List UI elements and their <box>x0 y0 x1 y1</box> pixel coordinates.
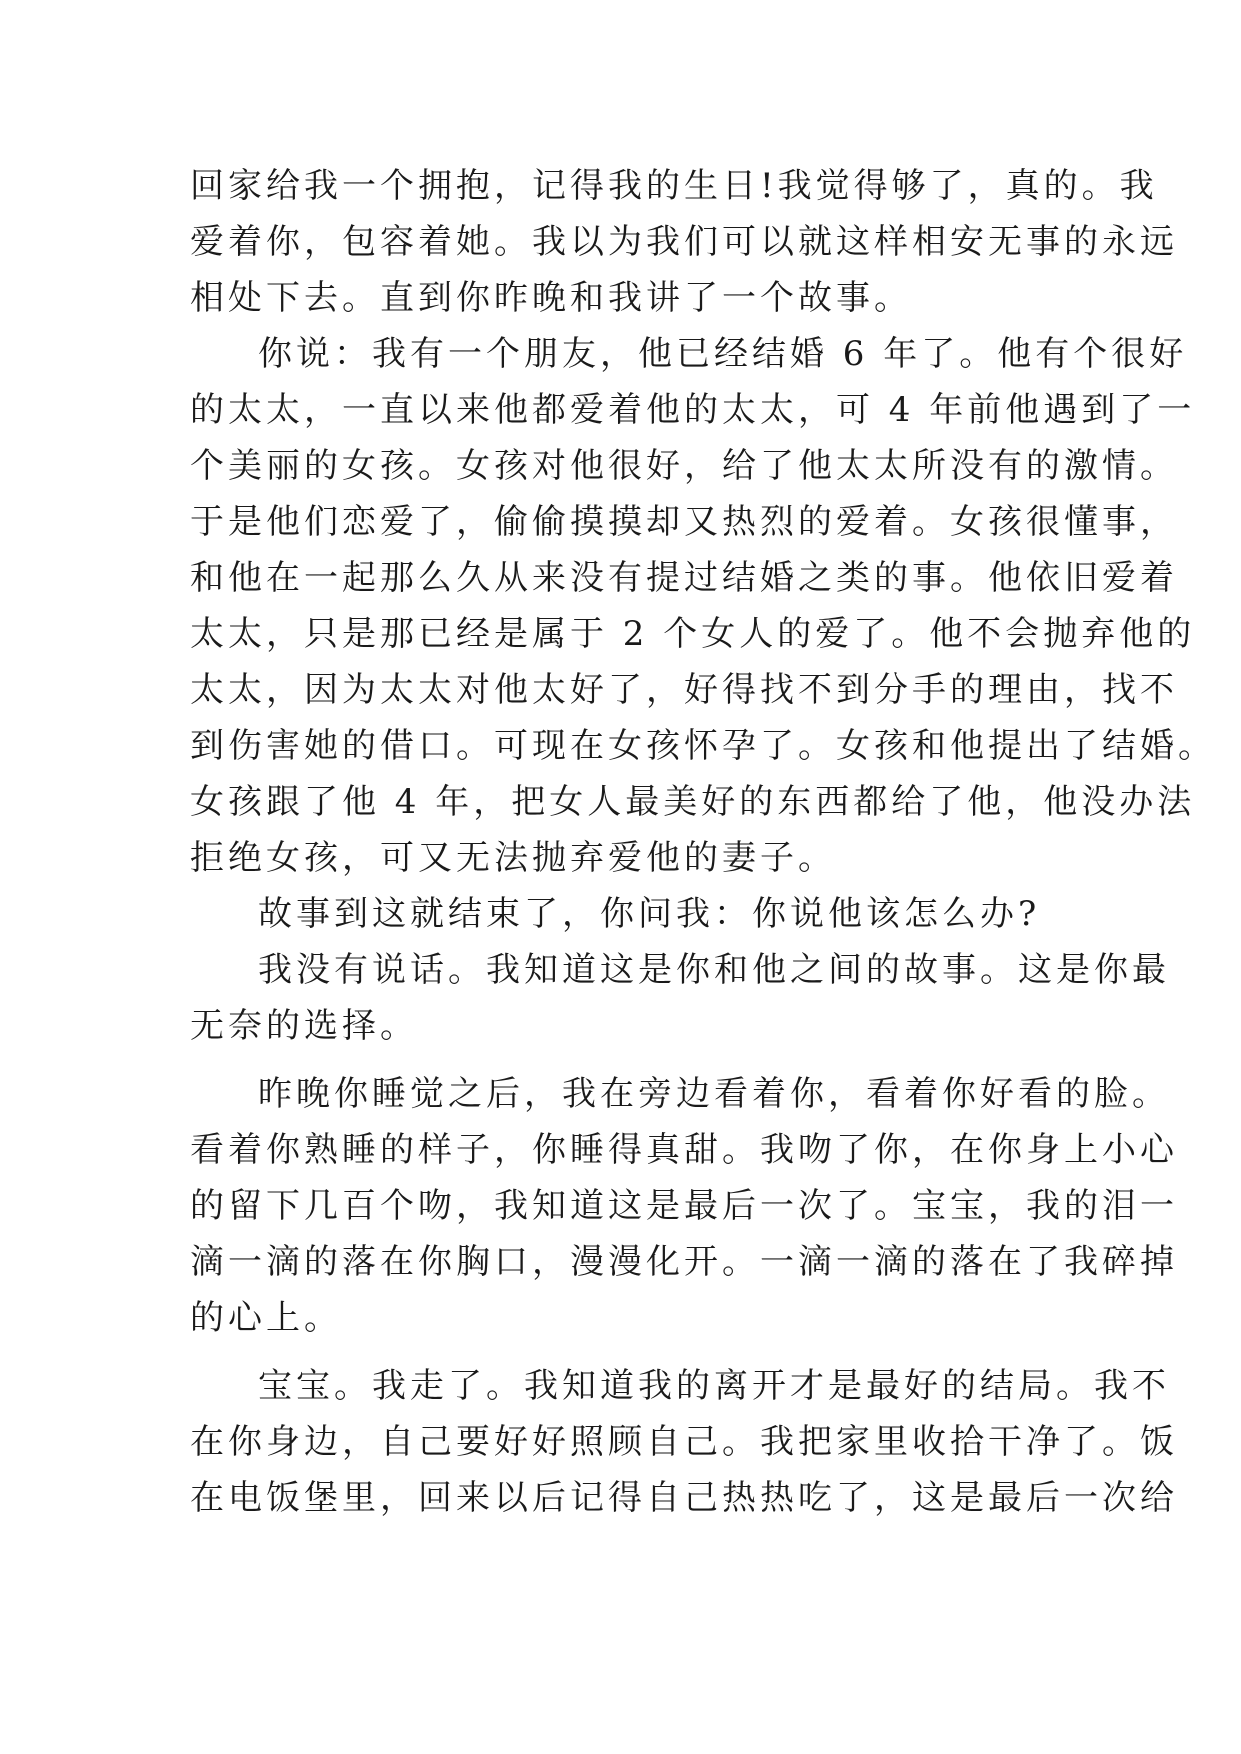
text-line: 爱着你，包容着她。我以为我们可以就这样相安无事的永远 <box>190 222 1178 262</box>
text-line: 拒绝女孩，可又无法抛弃爱他的妻子。 <box>190 838 836 878</box>
text-line: 的心上。 <box>190 1298 342 1338</box>
text-line: 看着你熟睡的样子，你睡得真甜。我吻了你，在你身上小心 <box>190 1130 1178 1170</box>
text-line: 昨晚你睡觉之后，我在旁边看着你，看着你好看的脸。 <box>258 1074 1170 1114</box>
text-line: 回家给我一个拥抱，记得我的生日!我觉得够了，真的。我 <box>190 166 1158 206</box>
text-line: 和他在一起那么久从来没有提过结婚之类的事。他依旧爱着 <box>190 558 1178 598</box>
text-line: 于是他们恋爱了，偷偷摸摸却又热烈的爱着。女孩很懂事， <box>190 502 1178 542</box>
text-line: 相处下去。直到你昨晚和我讲了一个故事。 <box>190 278 912 318</box>
text-line: 故事到这就结束了，你问我：你说他该怎么办? <box>258 894 1041 934</box>
text-line: 你说：我有一个朋友，他已经结婚 6 年了。他有个很好 <box>258 334 1188 374</box>
paragraph-5 <box>190 1066 1178 1346</box>
paragraph-spacer <box>190 1346 1050 1358</box>
paragraph-4 <box>190 942 1170 1054</box>
text-line: 宝宝。我走了。我知道我的离开才是最好的结局。我不 <box>258 1366 1170 1406</box>
text-line: 女孩跟了他 4 年，把女人最美好的东西都给了他，他没办法 <box>190 782 1196 822</box>
text-line: 我没有说话。我知道这是你和他之间的故事。这是你最 <box>258 950 1170 990</box>
paragraph-6 <box>190 1358 1178 1526</box>
text-line: 个美丽的女孩。女孩对他很好，给了他太太所没有的激情。 <box>190 446 1178 486</box>
text-line: 的留下几百个吻，我知道这是最后一次了。宝宝，我的泪一 <box>190 1186 1178 1226</box>
text-line: 在电饭堡里，回来以后记得自己热热吃了，这是最后一次给 <box>190 1478 1178 1518</box>
paragraph-3 <box>190 886 1050 942</box>
text-line: 到伤害她的借口。可现在女孩怀孕了。女孩和他提出了结婚。 <box>190 726 1216 766</box>
paragraph-2 <box>190 326 1216 886</box>
text-line: 在你身边，自己要好好照顾自己。我把家里收拾干净了。饭 <box>190 1422 1178 1462</box>
text-line: 的太太，一直以来他都爱着他的太太，可 4 年前他遇到了一 <box>190 390 1196 430</box>
document-body <box>190 158 1216 1526</box>
paragraph-spacer <box>190 1054 1050 1066</box>
text-line: 太太，只是那已经是属于 2 个女人的爱了。他不会抛弃他的 <box>190 614 1196 654</box>
text-line: 太太，因为太太对他太好了，好得找不到分手的理由，找不 <box>190 670 1178 710</box>
text-line: 无奈的选择。 <box>190 1006 418 1046</box>
text-line: 滴一滴的落在你胸口，漫漫化开。一滴一滴的落在了我碎掉 <box>190 1242 1178 1282</box>
paragraph-1 <box>190 158 1178 326</box>
